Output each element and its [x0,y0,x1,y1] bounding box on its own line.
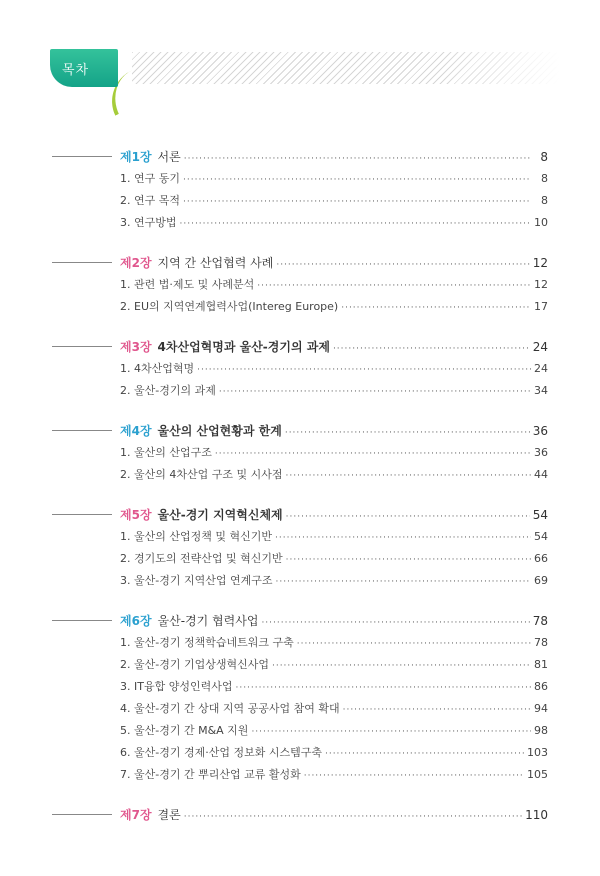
leader-dots [184,148,531,170]
table-of-contents [52,146,548,844]
leader-dots [286,506,530,528]
section-label: 1. 4차산업혁명 [120,362,195,375]
section-entry[interactable] [52,698,548,720]
section-label: 1. 관련 법·제도 및 사례분석 [120,278,255,291]
leader-dots [297,633,531,655]
section-label: 1. 울산의 산업정책 및 혁신기반 [120,530,272,543]
section-label: 3. 울산-경기 지역산업 연계구조 [120,574,273,587]
section-entry[interactable] [52,526,548,548]
chapter-number: 제3장 [120,340,152,354]
chapter-rule [52,814,112,815]
chapter-rule [52,156,112,157]
chapter-rule [52,346,112,347]
page-number: 8 [541,194,548,207]
section-entry[interactable] [52,168,548,190]
leader-dots [257,275,531,297]
leader-dots [197,359,531,381]
leader-dots [275,527,531,549]
chapter-entry[interactable] [52,610,548,632]
chapter-rule [52,262,112,263]
page-number: 17 [534,300,548,313]
page-number: 110 [525,808,548,822]
chapter-entry[interactable] [52,804,548,826]
toc-tab-label: 목차 [50,49,118,87]
chapter-rule [52,430,112,431]
section-entry[interactable] [52,654,548,676]
page-number: 103 [527,746,548,759]
section-entry[interactable] [52,274,548,296]
page-header [50,42,560,92]
chapter-block [52,504,548,592]
leader-dots [184,806,522,828]
section-label: 2. 울산의 4차산업 구조 및 시사점 [120,468,283,481]
chapter-label [52,252,273,274]
leader-dots [275,571,531,593]
section-label: 2. 울산-경기 기업상생혁신사업 [120,658,269,671]
page-number: 78 [532,614,548,628]
section-entry[interactable] [52,548,548,570]
leader-dots [325,743,524,765]
section-label: 1. 울산의 산업구조 [120,446,212,459]
page-number: 78 [534,636,548,649]
chapter-title: 울산-경기 협력사업 [157,614,259,628]
page-number: 8 [541,172,548,185]
section-label: 3. IT융합 양성인력사업 [120,680,233,693]
chapter-block [52,804,548,826]
page-number: 12 [534,278,548,291]
chapter-label [52,504,283,526]
leader-dots [276,254,529,276]
chapter-label [52,420,282,442]
chapter-number: 제2장 [120,256,152,270]
chapter-number: 제6장 [120,614,152,628]
chapter-rule [52,620,112,621]
section-label: 1. 울산-경기 정책학습네트워크 구축 [120,636,294,649]
section-label: 7. 울산-경기 간 뿌리산업 교류 활성화 [120,768,301,781]
section-label: 3. 연구방법 [120,216,177,229]
section-entry[interactable] [52,764,548,786]
leader-dots [261,612,529,634]
page-number: 34 [534,384,548,397]
leader-dots [219,381,531,403]
leader-dots [285,422,530,444]
section-entry[interactable] [52,464,548,486]
leader-dots [333,338,530,360]
leader-dots [235,677,531,699]
chapter-entry[interactable] [52,504,548,526]
chapter-number: 제5장 [120,508,152,522]
section-entry[interactable] [52,742,548,764]
leader-dots [180,213,532,235]
chapter-label [52,336,330,358]
leader-dots [343,699,531,721]
page-number: 24 [532,340,548,354]
section-entry[interactable] [52,632,548,654]
chapter-title: 울산-경기 지역혁신체제 [157,508,283,522]
leader-dots [183,191,531,213]
page-number: 98 [534,724,548,737]
chapter-number: 제7장 [120,808,152,822]
chapter-block [52,252,548,318]
leader-dots [304,765,524,787]
section-entry[interactable] [52,380,548,402]
section-label: 2. EU의 지역연계협력사업(Intereg Europe) [120,300,339,313]
chapter-block [52,420,548,486]
section-label: 2. 경기도의 전략산업 및 혁신기반 [120,552,283,565]
section-label: 6. 울산-경기 경제·산업 정보화 시스템구축 [120,746,322,759]
page-number: 94 [534,702,548,715]
chapter-title: 결론 [157,808,181,822]
section-label: 2. 울산-경기의 과제 [120,384,216,397]
page-number: 81 [534,658,548,671]
section-entry[interactable] [52,720,548,742]
section-entry[interactable] [52,190,548,212]
leader-dots [286,465,532,487]
section-label: 5. 울산-경기 간 M&A 지원 [120,724,249,737]
section-label: 2. 연구 목적 [120,194,180,207]
page-number: 54 [532,508,548,522]
leader-dots [286,549,531,571]
page-number: 54 [534,530,548,543]
page-number: 69 [534,574,548,587]
page-number: 36 [534,446,548,459]
page-number: 66 [534,552,548,565]
page-number: 24 [534,362,548,375]
section-label: 4. 울산-경기 간 상대 지역 공공사업 참여 확대 [120,702,340,715]
section-label: 1. 연구 동기 [120,172,180,185]
section-entry[interactable] [52,442,548,464]
chapter-label [52,610,258,632]
page-number: 36 [532,424,548,438]
leader-dots [272,655,531,677]
page-number: 12 [532,256,548,270]
leader-dots [183,169,531,191]
chapter-block [52,336,548,402]
chapter-title: 4차산업혁명과 울산-경기의 과제 [157,340,330,354]
chapter-entry[interactable] [52,146,548,168]
chapter-entry[interactable] [52,420,548,442]
chapter-title: 지역 간 산업협력 사례 [157,256,274,270]
chapter-block [52,610,548,786]
section-entry[interactable] [52,676,548,698]
page-number: 8 [540,150,548,164]
leader-dots [251,721,531,743]
page-number: 10 [534,216,548,229]
page-number: 44 [534,468,548,481]
chapter-title: 서론 [157,150,181,164]
header-hatch-decoration [132,52,560,84]
section-entry[interactable] [52,570,548,592]
section-entry[interactable] [52,296,548,318]
section-entry[interactable] [52,358,548,380]
leader-dots [341,297,531,319]
section-entry[interactable] [52,212,548,234]
chapter-number: 제4장 [120,424,152,438]
chapter-label [52,804,181,826]
page-number: 86 [534,680,548,693]
page-number: 105 [527,768,548,781]
chapter-label [52,146,181,168]
leader-dots [215,443,531,465]
chapter-title: 울산의 산업현황과 한계 [157,424,282,438]
chapter-entry[interactable] [52,252,548,274]
chapter-entry[interactable] [52,336,548,358]
chapter-block [52,146,548,234]
chapter-rule [52,514,112,515]
chapter-number: 제1장 [120,150,152,164]
